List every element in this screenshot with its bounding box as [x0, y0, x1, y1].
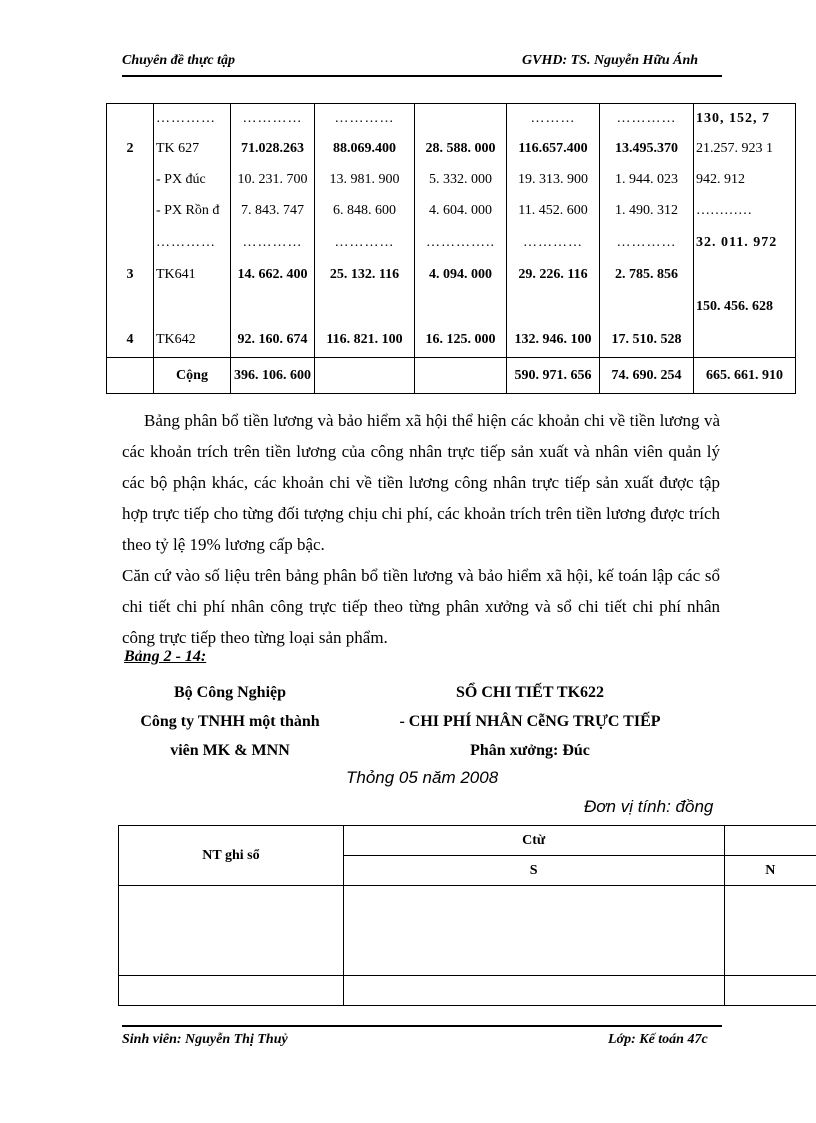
table-cell-acct: TK642	[154, 323, 231, 358]
ledger-cell	[119, 976, 344, 1006]
table-cell-c2: …………	[315, 104, 415, 134]
table-cell-c4: 11. 452. 600	[507, 196, 600, 227]
org-block	[112, 678, 348, 765]
table-cell-c2: 25. 132. 116	[315, 259, 415, 291]
table-cell-c6: 21.257. 923 1	[694, 134, 796, 165]
total-cell-c5: 74. 690. 254	[600, 358, 694, 394]
table-cell-c1: 10. 231. 700	[231, 165, 315, 196]
table-row	[107, 291, 796, 323]
table-row	[107, 104, 796, 134]
header-rule	[122, 75, 722, 77]
table-cell-c6: 130, 152, 7	[694, 104, 796, 134]
table-cell-acct: TK641	[154, 259, 231, 291]
table-cell-c4: 116.657.400	[507, 134, 600, 165]
table-cell-c5	[600, 291, 694, 323]
table-cell-c5: 2. 785. 856	[600, 259, 694, 291]
table-cell-c4	[507, 291, 600, 323]
table-cell-acct	[154, 291, 231, 323]
table-cell-c4: 29. 226. 116	[507, 259, 600, 291]
table-cell-stt	[107, 165, 154, 196]
table-row	[107, 165, 796, 196]
total-cell-label: Cộng	[154, 358, 231, 394]
table-cell-c3: 28. 588. 000	[415, 134, 507, 165]
table-cell-acct: …………	[154, 104, 231, 134]
table-cell-c3: 5. 332. 000	[415, 165, 507, 196]
footer-rule	[122, 1025, 722, 1027]
col-so: S	[343, 856, 724, 886]
total-cell-stt	[107, 358, 154, 394]
table-cell-c5: 1. 490. 312	[600, 196, 694, 227]
col-chung-tu: Ctừ	[343, 826, 724, 856]
table-cell-c3: …………..	[415, 227, 507, 259]
org-line-2: Công ty TNHH một thành	[140, 713, 320, 730]
table-total-row	[107, 358, 796, 394]
table-cell-c1: 7. 843. 747	[231, 196, 315, 227]
table-cell-stt	[107, 104, 154, 134]
table-cell-c5: …………	[600, 104, 694, 134]
table-cell-stt: 3	[107, 259, 154, 291]
body-text	[122, 405, 720, 653]
table-cell-c4: 132. 946. 100	[507, 323, 600, 358]
table-cell-c6: …………	[694, 196, 796, 227]
table-cell-c2: 6. 848. 600	[315, 196, 415, 227]
table-cell-c1: …………	[231, 104, 315, 134]
ledger-title-block	[360, 678, 700, 765]
total-cell-c3	[415, 358, 507, 394]
table-cell-stt	[107, 196, 154, 227]
col-ngay: N	[724, 856, 816, 886]
table-cell-c5: 1. 944. 023	[600, 165, 694, 196]
table-cell-c3	[415, 104, 507, 134]
footer-left: Sinh viên: Nguyễn Thị Thuỷ	[122, 1032, 288, 1047]
table-cell-c4: 19. 313. 900	[507, 165, 600, 196]
total-cell-c2	[315, 358, 415, 394]
table-cell-c6: 150. 456. 628	[694, 291, 796, 323]
ledger-cell	[343, 976, 724, 1006]
table-cell-c5: 17. 510. 528	[600, 323, 694, 358]
paragraph-2: Căn cứ vào số liệu trên bảng phân bổ tiền lương và bảo hiểm xã hội, kế toán lập các sổ chi tiết chi phí nhân công trực tiếp theo từng phân xưởng và sổ chi tiết chi phí nhân công trực tiếp theo từng loại sản phẩm.	[122, 566, 720, 647]
ledger-cell	[119, 886, 344, 976]
table-row	[107, 259, 796, 291]
table-cell-stt: 4	[107, 323, 154, 358]
ledger-cell	[724, 886, 816, 976]
header-right: GVHD: TS. Nguyễn Hữu Ánh	[522, 53, 699, 68]
table-cell-c1	[231, 291, 315, 323]
table-cell-acct: - PX đúc	[154, 165, 231, 196]
col-empty-header	[724, 826, 816, 856]
table-cell-c5: 13.495.370	[600, 134, 694, 165]
table-row	[107, 134, 796, 165]
table-cell-c2: …………	[315, 227, 415, 259]
ledger-table	[118, 825, 816, 1006]
table-cell-c2: 13. 981. 900	[315, 165, 415, 196]
table-cell-stt	[107, 291, 154, 323]
unit-line: Đơn vị tính: đồng	[584, 797, 714, 816]
table-cell-c3	[415, 291, 507, 323]
table-cell-c4: ………	[507, 104, 600, 134]
table-caption: Bảng 2 - 14:	[124, 648, 207, 665]
table-cell-c2: 88.069.400	[315, 134, 415, 165]
table-cell-c6	[694, 323, 796, 358]
table-cell-c1: 14. 662. 400	[231, 259, 315, 291]
col-nt-ghi-so: NT ghi sổ	[119, 826, 344, 886]
table-cell-c1: 92. 160. 674	[231, 323, 315, 358]
footer-right: Lớp: Kế toán 47c	[608, 1032, 708, 1047]
table-cell-acct: …………	[154, 227, 231, 259]
ledger-cell	[724, 976, 816, 1006]
total-cell-c1: 396. 106. 600	[231, 358, 315, 394]
month-line: Thỏng 05 năm 2008	[346, 768, 499, 787]
table-row	[107, 323, 796, 358]
table-cell-c5: …………	[600, 227, 694, 259]
table-cell-c3: 4. 604. 000	[415, 196, 507, 227]
ledger-workshop: Phân xưởng: Đúc	[470, 742, 590, 759]
total-cell-c6: 665. 661. 910	[694, 358, 796, 394]
table-cell-c4: …………	[507, 227, 600, 259]
ledger-cell	[343, 886, 724, 976]
table-cell-stt: 2	[107, 134, 154, 165]
allocation-table	[106, 103, 796, 394]
table-cell-c6	[694, 259, 796, 291]
table-cell-c6: 942. 912	[694, 165, 796, 196]
org-line-3: viên MK & MNN	[170, 742, 290, 759]
header-left: Chuyên đề thực tập	[122, 53, 236, 68]
org-line-1: Bộ Công Nghiệp	[173, 684, 287, 701]
table-row	[107, 227, 796, 259]
table-cell-c2: 116. 821. 100	[315, 323, 415, 358]
ledger-subtitle: - CHI PHÍ NHÂN CễNG TRỰC TIẾP	[399, 713, 661, 730]
table-cell-c1: 71.028.263	[231, 134, 315, 165]
total-cell-c4: 590. 971. 656	[507, 358, 600, 394]
table-cell-acct: - PX Rồn đ	[154, 196, 231, 227]
table-row	[107, 196, 796, 227]
paragraph-1: Bảng phân bổ tiền lương và bảo hiểm xã hội thể hiện các khoản chi về tiền lương và các khoản trích trên tiền lương của công nhân trực tiếp sản xuất và nhân viên quản lý các bộ phận khác, các khoản chi về tiền lương công nhân trực tiếp sản xuất được tập hợp trực tiếp cho từng đối tượng chịu chi phí, các khoản trích trên tiền lương được trích theo tỷ lệ 19% lương cấp bậc.	[122, 411, 720, 554]
table-cell-c3: 4. 094. 000	[415, 259, 507, 291]
table-cell-c6: 32. 011. 972	[694, 227, 796, 259]
table-cell-c2	[315, 291, 415, 323]
table-cell-acct: TK 627	[154, 134, 231, 165]
ledger-title: SỔ CHI TIẾT TK622	[455, 684, 605, 701]
table-cell-stt	[107, 227, 154, 259]
table-cell-c1: …………	[231, 227, 315, 259]
table-cell-c3: 16. 125. 000	[415, 323, 507, 358]
